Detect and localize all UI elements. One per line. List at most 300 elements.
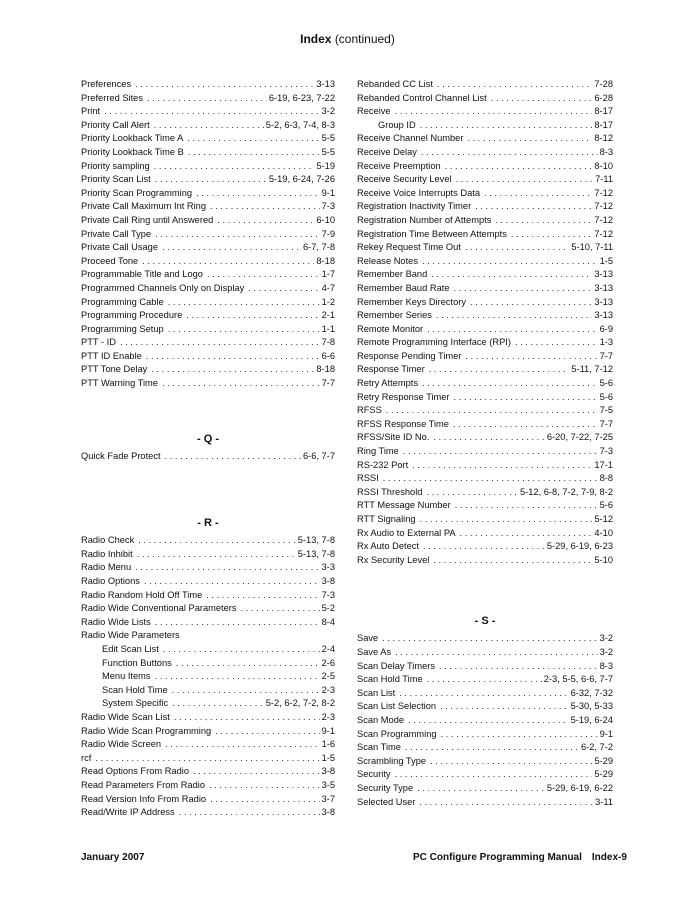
dot-leader [168,323,320,337]
index-term: Rx Audio to External PA [357,527,456,538]
index-entry [357,755,613,769]
index-term: Remember Series [357,310,432,321]
index-term: Private Call Usage [81,242,158,253]
index-term: Radio Wide Scan List [81,711,170,722]
index-term: Security Type [357,782,414,793]
dot-leader [465,241,569,255]
index-entry [357,187,613,201]
index-entry [81,697,335,711]
index-pages: 2-3 [321,684,335,695]
index-entry [357,200,613,214]
index-entry [81,779,335,793]
index-entry [357,105,613,119]
dot-leader [445,160,593,174]
dot-leader [155,670,320,684]
index-pages: 5-2, 6-2, 7-2, 8-2 [265,698,335,709]
dot-leader [417,782,545,796]
index-term: Priority Scan List [81,174,151,185]
dot-leader [147,92,267,106]
index-entry [357,499,613,513]
index-entry [357,687,613,701]
index-entry [357,350,613,364]
index-entry [81,684,335,698]
index-pages: 2-3, 5-5, 6-6, 7-7 [543,674,613,685]
index-entry [81,450,335,464]
dot-leader [188,146,320,160]
index-entry [357,431,613,445]
index-pages: 6-7, 7-8 [302,242,335,253]
index-entry [357,78,613,92]
index-term: Receive Delay [357,146,417,157]
index-term: Remote Monitor [357,323,424,334]
dot-leader [137,548,296,562]
index-entry [357,632,613,646]
index-entry [357,728,613,742]
index-term: Preferred Sites [81,92,144,103]
index-pages: 3-2 [599,633,613,644]
index-term: Edit Scan List [102,644,159,654]
index-pages: 5-19 [316,160,335,171]
index-entry [81,78,335,92]
dot-leader [460,527,593,541]
index-term: Retry Response Timer [357,391,450,402]
index-pages: 9-1 [599,728,613,739]
index-term: Remember Band [357,269,428,280]
index-entry [81,173,335,187]
section-heading-r: - R - [197,517,219,530]
dot-leader [433,554,592,568]
index-entry-radio-wide-parameters [81,629,335,643]
index-pages: 7-12 [594,187,613,198]
index-pages: 6-32, 7-32 [570,687,613,698]
index-term: Programming Procedure [81,310,183,321]
dot-leader [437,78,592,92]
index-pages: 3-8 [321,576,335,587]
index-pages: 5-30, 5-33 [570,701,613,712]
index-term: Radio Wide Screen [81,739,162,750]
index-term: Remote Programming Interface (RPI) [357,337,511,348]
index-pages: 7-3 [599,446,613,457]
section-heading-q: - Q - [197,432,219,445]
index-term: Read Options From Radio [81,766,189,777]
index-term: Function Buttons [102,657,172,668]
index-pages: 6-2, 7-2 [580,742,613,753]
index-entry [357,296,613,310]
index-pages: 8-4 [321,616,335,627]
dot-leader [196,187,319,201]
index-term: Radio Wide Scan Programming [81,725,212,736]
dot-leader [142,255,314,269]
index-pages: 5-12, 6-8, 7-2, 7-9, 8-2 [519,486,613,497]
dot-leader [209,779,320,793]
index-term: RFSS [357,405,382,416]
index-term: Radio Wide Conventional Parameters [81,603,237,614]
index-entry [81,616,335,630]
r-entries [81,534,335,629]
index-entry [357,472,613,486]
index-entry [357,119,613,133]
index-term: Scan Delay Timers [357,660,436,671]
index-pages: 4-7 [321,282,335,293]
index-pages: 7-12 [594,228,613,239]
index-term: Response Timer [357,364,425,375]
index-pages: 7-7 [321,378,335,389]
index-term: Priority sampling [81,160,150,171]
index-term: Receive Security Level [357,174,452,185]
index-entry [81,255,335,269]
index-term: Ring Time [357,446,399,457]
index-term: PTT Warning Time [81,378,158,389]
index-pages: 7-9 [321,228,335,239]
dot-leader [421,146,598,160]
dot-leader [395,105,593,119]
dot-leader [172,684,320,698]
dot-leader [104,105,319,119]
index-entry [81,323,335,337]
index-term: Receive Preemption [357,160,441,171]
index-term: Private Call Type [81,228,152,239]
index-column-left [81,78,335,820]
index-term: Radio Check [81,535,135,546]
index-pages: 1-1 [321,323,335,334]
dot-leader [138,534,296,548]
index-term: Priority Lookback Time B [81,146,184,157]
dot-leader [386,404,598,418]
index-entry [81,214,335,228]
index-entry [357,714,613,728]
dot-leader [430,755,592,769]
index-term: Programmed Channels Only on Display [81,282,245,293]
index-pages: 7-3 [321,589,335,600]
index-entry [357,241,613,255]
index-entry [357,323,613,337]
index-pages: 3-13 [594,310,613,321]
index-term: Scan List [357,687,396,698]
index-entry [81,350,335,364]
dot-leader [455,499,598,513]
index-entry [357,160,613,174]
index-entry [81,548,335,562]
index-entry [357,700,613,714]
index-entry [357,445,613,459]
dot-leader [144,575,320,589]
dot-leader [174,711,320,725]
index-pages: 5-29, 6-19, 6-23 [546,541,613,552]
dot-leader [95,752,319,766]
dot-leader [419,796,593,810]
s-entries [357,632,613,809]
index-pages: 8-18 [316,364,335,375]
index-entry [81,187,335,201]
index-entry [357,486,613,500]
index-entry [81,282,335,296]
index-pages: 2-3 [321,711,335,722]
index-pages: 5-29 [594,755,613,766]
index-entry [357,646,613,660]
index-entry [81,534,335,548]
index-entry [357,418,613,432]
index-entry [81,725,335,739]
dot-leader [429,363,570,377]
index-pages: 7-8 [321,337,335,348]
index-term: Group ID [378,119,416,130]
index-entry [81,738,335,752]
index-term: Priority Call Alert [81,119,150,130]
index-pages: 1-3 [599,337,613,348]
index-entry [357,459,613,473]
index-entry [357,255,613,269]
dot-leader [436,309,592,323]
index-pages: 7-7 [599,418,613,429]
index-entry [357,282,613,296]
index-entry [357,268,613,282]
dot-leader [155,228,319,242]
index-term: Response Pending Timer [357,350,462,361]
index-term: Security [357,769,391,780]
dot-leader [395,768,593,782]
index-entry [81,241,335,255]
index-term: Selected User [357,796,416,807]
dot-leader [456,173,594,187]
index-pages: 3-8 [321,807,335,818]
index-term: Rekey Request Time Out [357,242,461,253]
index-entry [357,377,613,391]
index-entry [81,105,335,119]
index-entry [357,214,613,228]
index-entry [357,554,613,568]
index-entry [81,589,335,603]
dot-leader [215,725,319,739]
index-entry [81,765,335,779]
index-pages: 5-6 [599,500,613,511]
dot-leader [433,431,545,445]
index-pages: 3-2 [599,646,613,657]
index-pages: 5-11, 7-12 [571,364,613,375]
dot-leader [151,363,314,377]
dot-leader [163,643,320,657]
index-term: RFSS/Site ID No. [357,432,430,443]
index-entry [81,793,335,807]
index-term: PTT ID Enable [81,350,142,361]
index-term: Scan List Selection [357,701,437,712]
index-pages: 5-6 [599,378,613,389]
index-term: Save As [357,646,392,657]
index-pages: 6-10 [316,214,335,225]
dot-leader [431,268,592,282]
index-pages: 8-8 [599,473,613,484]
index-entry [81,575,335,589]
index-pages: 3-13 [316,79,335,89]
dot-leader [439,660,598,674]
index-pages: 5-29 [594,769,613,780]
dot-leader [422,255,598,269]
dot-leader [422,377,598,391]
index-pages: 3-11 [595,796,613,807]
index-entry [81,200,335,214]
section-heading-s: - S - [474,615,496,628]
index-pages: 2-1 [321,310,335,321]
footer-manual [413,852,627,863]
index-entry [357,673,613,687]
index-entry [357,782,613,796]
index-term: Save [357,633,379,644]
index-entry [81,377,335,391]
index-term: RSSI Threshold [357,486,423,497]
dot-leader [453,391,597,405]
index-term: Rebanded Control Channel List [357,92,487,103]
index-entry [81,657,335,671]
index-term: Scan Hold Time [102,684,168,695]
index-entry [357,404,613,418]
index-term: rcf [81,752,92,763]
index-term: Receive [357,106,391,117]
dot-leader [467,132,592,146]
index-term: RTT Message Number [357,500,451,511]
index-pages: 5-12 [594,514,613,524]
index-entry [357,92,613,106]
index-term: Release Notes [357,255,418,266]
index-term: Programmable Title and Logo [81,269,203,280]
dot-leader [186,309,319,323]
index-pages: 5-6 [599,391,613,402]
index-pages: 5-10 [594,554,613,565]
dot-leader [495,214,592,228]
index-entry [81,711,335,725]
index-entry [357,513,613,527]
index-pages: 4-10 [594,527,613,538]
index-term: Read Version Info From Radio [81,793,207,804]
index-term: Scan Mode [357,714,405,725]
index-entry [81,309,335,323]
index-term: Scrambling Type [357,755,427,766]
index-entry [357,796,613,810]
index-pages: 3-13 [594,269,613,280]
index-term: Private Call Ring until Answered [81,214,214,225]
index-pages: 5-13, 7-8 [297,535,335,546]
index-pages: 8-17 [594,119,613,130]
index-term: Radio Wide Parameters [81,630,180,641]
dot-leader [176,657,320,671]
dot-leader [470,296,592,310]
dot-leader [154,160,315,174]
index-entry [81,670,335,684]
r-entries-continued [81,711,335,820]
index-pages: 7-12 [594,214,613,225]
index-pages: 5-10, 7-11 [571,242,613,253]
index-entry [81,228,335,242]
dot-leader [210,200,320,214]
index-term: Private Call Maximum Int Ring [81,201,207,212]
index-term: Rx Auto Detect [357,541,420,552]
dot-leader [511,228,593,242]
index-term: Radio Wide Lists [81,616,151,627]
index-column-right [357,78,613,809]
index-pages: 7-5 [599,405,613,416]
footer-page-number: Index-9 [591,852,627,863]
index-term: Print [81,106,101,117]
index-pages: 6-19, 6-23, 7-22 [268,92,335,103]
index-pages: 3-5 [321,779,335,790]
index-entry [81,119,335,133]
index-pages: 7-7 [599,350,613,361]
dot-leader [465,350,597,364]
index-entry [81,602,335,616]
footer-manual-title: PC Configure Programming Manual [413,852,582,863]
index-entry [357,336,613,350]
index-term: Receive Voice Interrupts Data [357,187,480,198]
dot-leader [420,119,593,133]
index-entry [357,741,613,755]
index-term: Quick Fade Protect [81,450,161,461]
dot-leader [454,282,593,296]
index-pages: 6-6, 7-7 [302,450,335,461]
dot-leader [383,472,598,486]
index-term: Priority Scan Programming [81,187,193,198]
index-entry [81,336,335,350]
dot-leader [155,616,320,630]
index-term: PTT Tone Delay [81,364,148,375]
index-term: Radio Menu [81,562,132,573]
dot-leader [168,296,320,310]
index-pages: 6-28 [594,92,613,103]
index-entry [357,228,613,242]
index-term: Scan Time [357,742,401,753]
index-entry [81,561,335,575]
index-entry [81,643,335,657]
dot-leader [440,700,569,714]
r-sub-entries [81,643,335,711]
index-pages: 6-6 [321,350,335,361]
index-pages: 5-19, 6-24, 7-26 [268,174,335,185]
index-pages: 2-5 [321,671,335,682]
dot-leader [515,336,598,350]
dot-leader [120,336,320,350]
dot-leader [154,119,264,133]
dot-leader [427,673,542,687]
dot-leader [491,92,593,106]
dot-leader [187,132,319,146]
index-term: Programming Setup [81,323,164,334]
index-entry [357,391,613,405]
index-term: Radio Inhibit [81,548,133,559]
index-entry [357,527,613,541]
index-pages: 7-12 [594,201,613,212]
index-entry [357,173,613,187]
index-pages: 1-6 [321,739,335,750]
dot-leader [427,323,597,337]
index-pages: 2-4 [321,644,335,654]
page-title-main: Index [300,32,332,46]
index-entry [81,296,335,310]
dot-leader [408,714,569,728]
index-entry [81,146,335,160]
index-pages: 1-2 [321,296,335,307]
dot-leader [412,459,592,473]
index-term: Scan Programming [357,728,437,739]
index-term: RFSS Response Time [357,418,449,429]
dot-leader [453,418,598,432]
index-pages: 3-8 [321,766,335,777]
index-term: Registration Number of Attempts [357,214,492,225]
index-term: Read Parameters From Radio [81,779,206,790]
index-entry [81,806,335,820]
index-term: Scan Hold Time [357,674,423,685]
index-term: Preferences [81,79,132,89]
index-pages: 6-20, 7-22, 7-25 [546,432,613,443]
dot-leader [165,450,301,464]
index-entry [81,268,335,282]
index-term: Remember Baud Rate [357,282,450,293]
